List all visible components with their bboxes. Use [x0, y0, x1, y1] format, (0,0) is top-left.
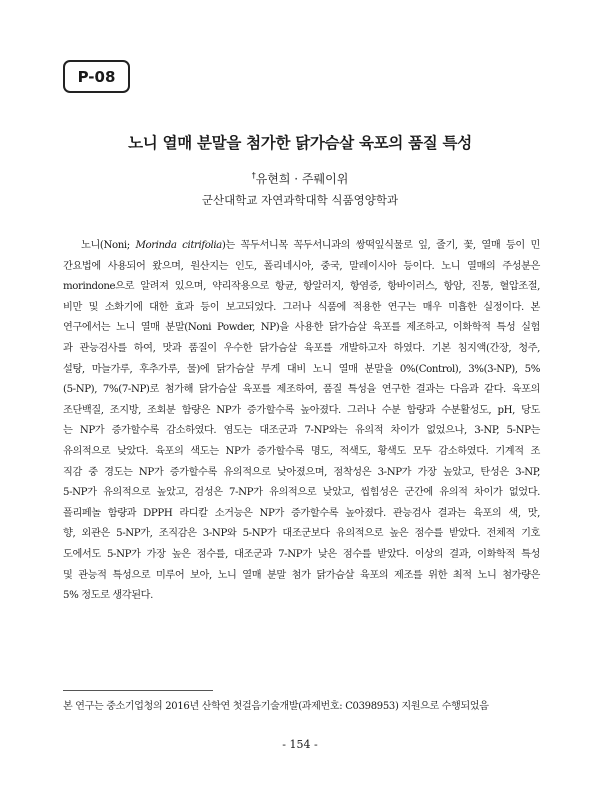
abstract-line: 직감 중 경도는 NP가 증가할수록 유의적으로 낮아졌으며, 점착성은 3-NP가 가장 높았고, 탄성은 3-NP, — [63, 466, 540, 478]
funding-footnote: 본 연구는 중소기업청의 2016년 산학연 첫걸음기술개발(과제번호: C0398953) 지원으로 수행되었음 — [63, 701, 489, 712]
abstract-line: 연구에서는 노니 열매 분말(Noni Powder, NP)을 사용한 닭가슴살 육포를 제조하고, 이화학적 특성 실험 — [63, 322, 540, 334]
footnote-divider — [63, 690, 213, 691]
abstract-line: (5-NP), 7%(7-NP)로 첨가해 닭가슴살 육포를 제조하여, 품질 특성을 연구한 결과는 다음과 같다. 육포의 — [63, 384, 540, 396]
page-number: - 154 - — [282, 738, 318, 751]
abstract-line: 및 관능적 특성으로 미루어 보아, 노니 열매 분말 첨가 닭가슴살 육포의 제조를 위한 최적 노니 첨가량은 — [63, 569, 540, 581]
abstract-line: 향, 외관은 5-NP가, 조직감은 3-NP와 5-NP가 대조군보다 유의적으로 높은 점수를 받았다. 전체적 기호 — [63, 528, 540, 540]
abstract-line: 비만 및 소화기에 대한 효과 등이 보고되었다. 그러나 식품에 적용한 연구는 매우 미흡한 실정이다. 본 — [63, 301, 540, 313]
corresponding-author-mark: † — [251, 171, 256, 180]
paper-title: 노니 열매 분말을 첨가한 닭가슴살 육포의 품질 특성 — [128, 134, 472, 152]
abstract-line: 유의적으로 낮았다. 육포의 색도는 NP가 증가할수록 명도, 적색도, 황색도 모두 감소하였다. 기계적 조 — [63, 445, 540, 457]
abstract-line: 5% 정도로 생각된다. — [63, 590, 153, 602]
abstract-line: morindone으로 알려져 있으며, 약리작용으로 항균, 항알러지, 항염증, 항바이러스, 항암, 진통, 혈압조절, — [63, 281, 540, 293]
scientific-name: Morinda citrifolia — [135, 240, 222, 251]
author-names: 유현희 · 주뤠이위 — [255, 172, 349, 186]
poster-number-badge: P-08 — [63, 60, 130, 93]
abstract-line: 설탕, 마늘가루, 후추가루, 물)에 닭가슴살 무게 대비 노니 열매 분말을 0%(Control), 3%(3-NP), 5% — [63, 363, 540, 375]
author-line — [0, 170, 600, 187]
abstract-line: 5-NP가 유의적으로 높았고, 검성은 7-NP가 유의적으로 낮았고, 씹힘성은 군간에 유의적 차이가 없었다. — [63, 487, 540, 499]
abstract-line: 간요법에 사용되어 왔으며, 원산지는 인도, 폴리네시아, 중국, 말레이시아 등이다. 노니 열매의 주성분은 — [63, 260, 540, 272]
abstract-line: 폴리페놀 함량과 DPPH 라디칼 소거능은 NP가 증가할수록 높아졌다. 관능검사 결과는 육포의 색, 맛, — [63, 507, 540, 519]
abstract-line: 도에서도 5-NP가 가장 높은 점수를, 대조군과 7-NP가 낮은 점수를 받았다. 이상의 결과, 이화학적 특성 — [63, 548, 540, 560]
affiliation: 군산대학교 자연과학대학 식품영양학과 — [201, 193, 399, 207]
abstract-line: 노니(Noni; Morinda citrifolia)는 꼭두서니목 꼭두서니과의 쌍떡잎식물로 잎, 줄기, 꽃, 열매 등이 민 — [81, 240, 540, 251]
abstract-body — [63, 236, 540, 607]
abstract-line: 는 NP가 증가할수록 감소하였다. 염도는 대조군과 7-NP와는 유의적 차이가 없었으나, 3-NP, 5-NP는 — [63, 425, 540, 437]
abstract-line: 조단백질, 조지방, 조회분 함량은 NP가 증가할수록 높아졌다. 그러나 수분 함량과 수분활성도, pH, 당도 — [63, 404, 540, 416]
abstract-line: 과 관능검사를 하여, 맛과 품질이 우수한 닭가슴살 육포를 개발하고자 하였다. 기본 침지액(간장, 청주, — [63, 342, 540, 354]
